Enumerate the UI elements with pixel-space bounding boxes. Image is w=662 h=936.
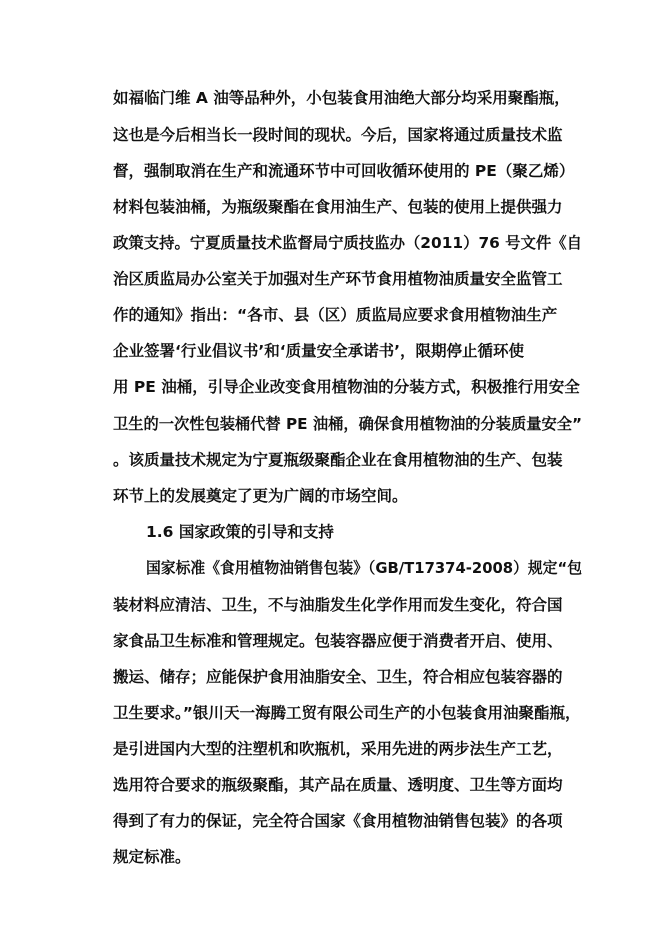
text-line: 规定标准。 — [113, 848, 191, 866]
text-line: 政策支持。宁夏质量技术监督局宁质技监办（2011）76 号文件《自 — [113, 234, 582, 252]
text-line: 得到了有力的保证，完全符合国家《食用植物油销售包装》的各项 — [113, 812, 563, 830]
text-line: 如福临门维 A 油等品种外，小包装食用油绝大部分均采用聚酯瓶， — [113, 89, 570, 107]
text-line: 督，强制取消在生产和流通环节中可回收循环使用的 PE（聚乙烯） — [113, 162, 575, 180]
text-line: 治区质监局办公室关于加强对生产环节食用植物油质量安全监管工 — [113, 270, 563, 288]
text-line: 这也是今后相当长一段时间的现状。今后，国家将通过质量技术监 — [113, 126, 563, 144]
text-line: 装材料应清洁、卫生，不与油脂发生化学作用而发生变化，符合国 — [113, 596, 563, 614]
text-line: 国家标准《食用植物油销售包装》（GB/T17374-2008）规定“包 — [146, 559, 582, 577]
text-line: 企业签署‘行业倡议书’和‘质量安全承诺书’，限期停止循环使 — [113, 342, 525, 360]
text-line: 。该质量技术规定为宁夏瓶级聚酯企业在食用植物油的生产、包装 — [113, 451, 563, 469]
text-line: 卫生的一次性包装桶代替 PE 油桶，确保食用植物油的分装质量安全” — [113, 415, 582, 433]
text-line: 用 PE 油桶，引导企业改变食用植物油的分装方式，积极推行用安全 — [113, 378, 580, 396]
text-line: 选用符合要求的瓶级聚酯，其产品在质量、透明度、卫生等方面均 — [113, 776, 563, 794]
text-line: 作的通知》指出：“各市、县（区）质监局应要求食用植物油生产 — [113, 306, 558, 324]
text-line: 材料包装油桶，为瓶级聚酯在食用油生产、包装的使用上提供强力 — [113, 198, 563, 216]
text-line: 搬运、储存；应能保护食用油脂安全、卫生，符合相应包装容器的 — [113, 668, 563, 686]
text-line: 家食品卫生标准和管理规定。包装容器应便于消费者开启、使用、 — [113, 632, 563, 650]
section-heading: 1.6 国家政策的引导和支持 — [146, 523, 334, 541]
text-line: 卫生要求。”银川天一海腾工贸有限公司生产的小包装食用油聚酯瓶， — [113, 704, 581, 722]
text-line: 是引进国内大型的注塑机和吹瓶机，采用先进的两步法生产工艺， — [113, 740, 563, 758]
text-line: 环节上的发展奠定了更为广阔的市场空间。 — [113, 487, 408, 505]
